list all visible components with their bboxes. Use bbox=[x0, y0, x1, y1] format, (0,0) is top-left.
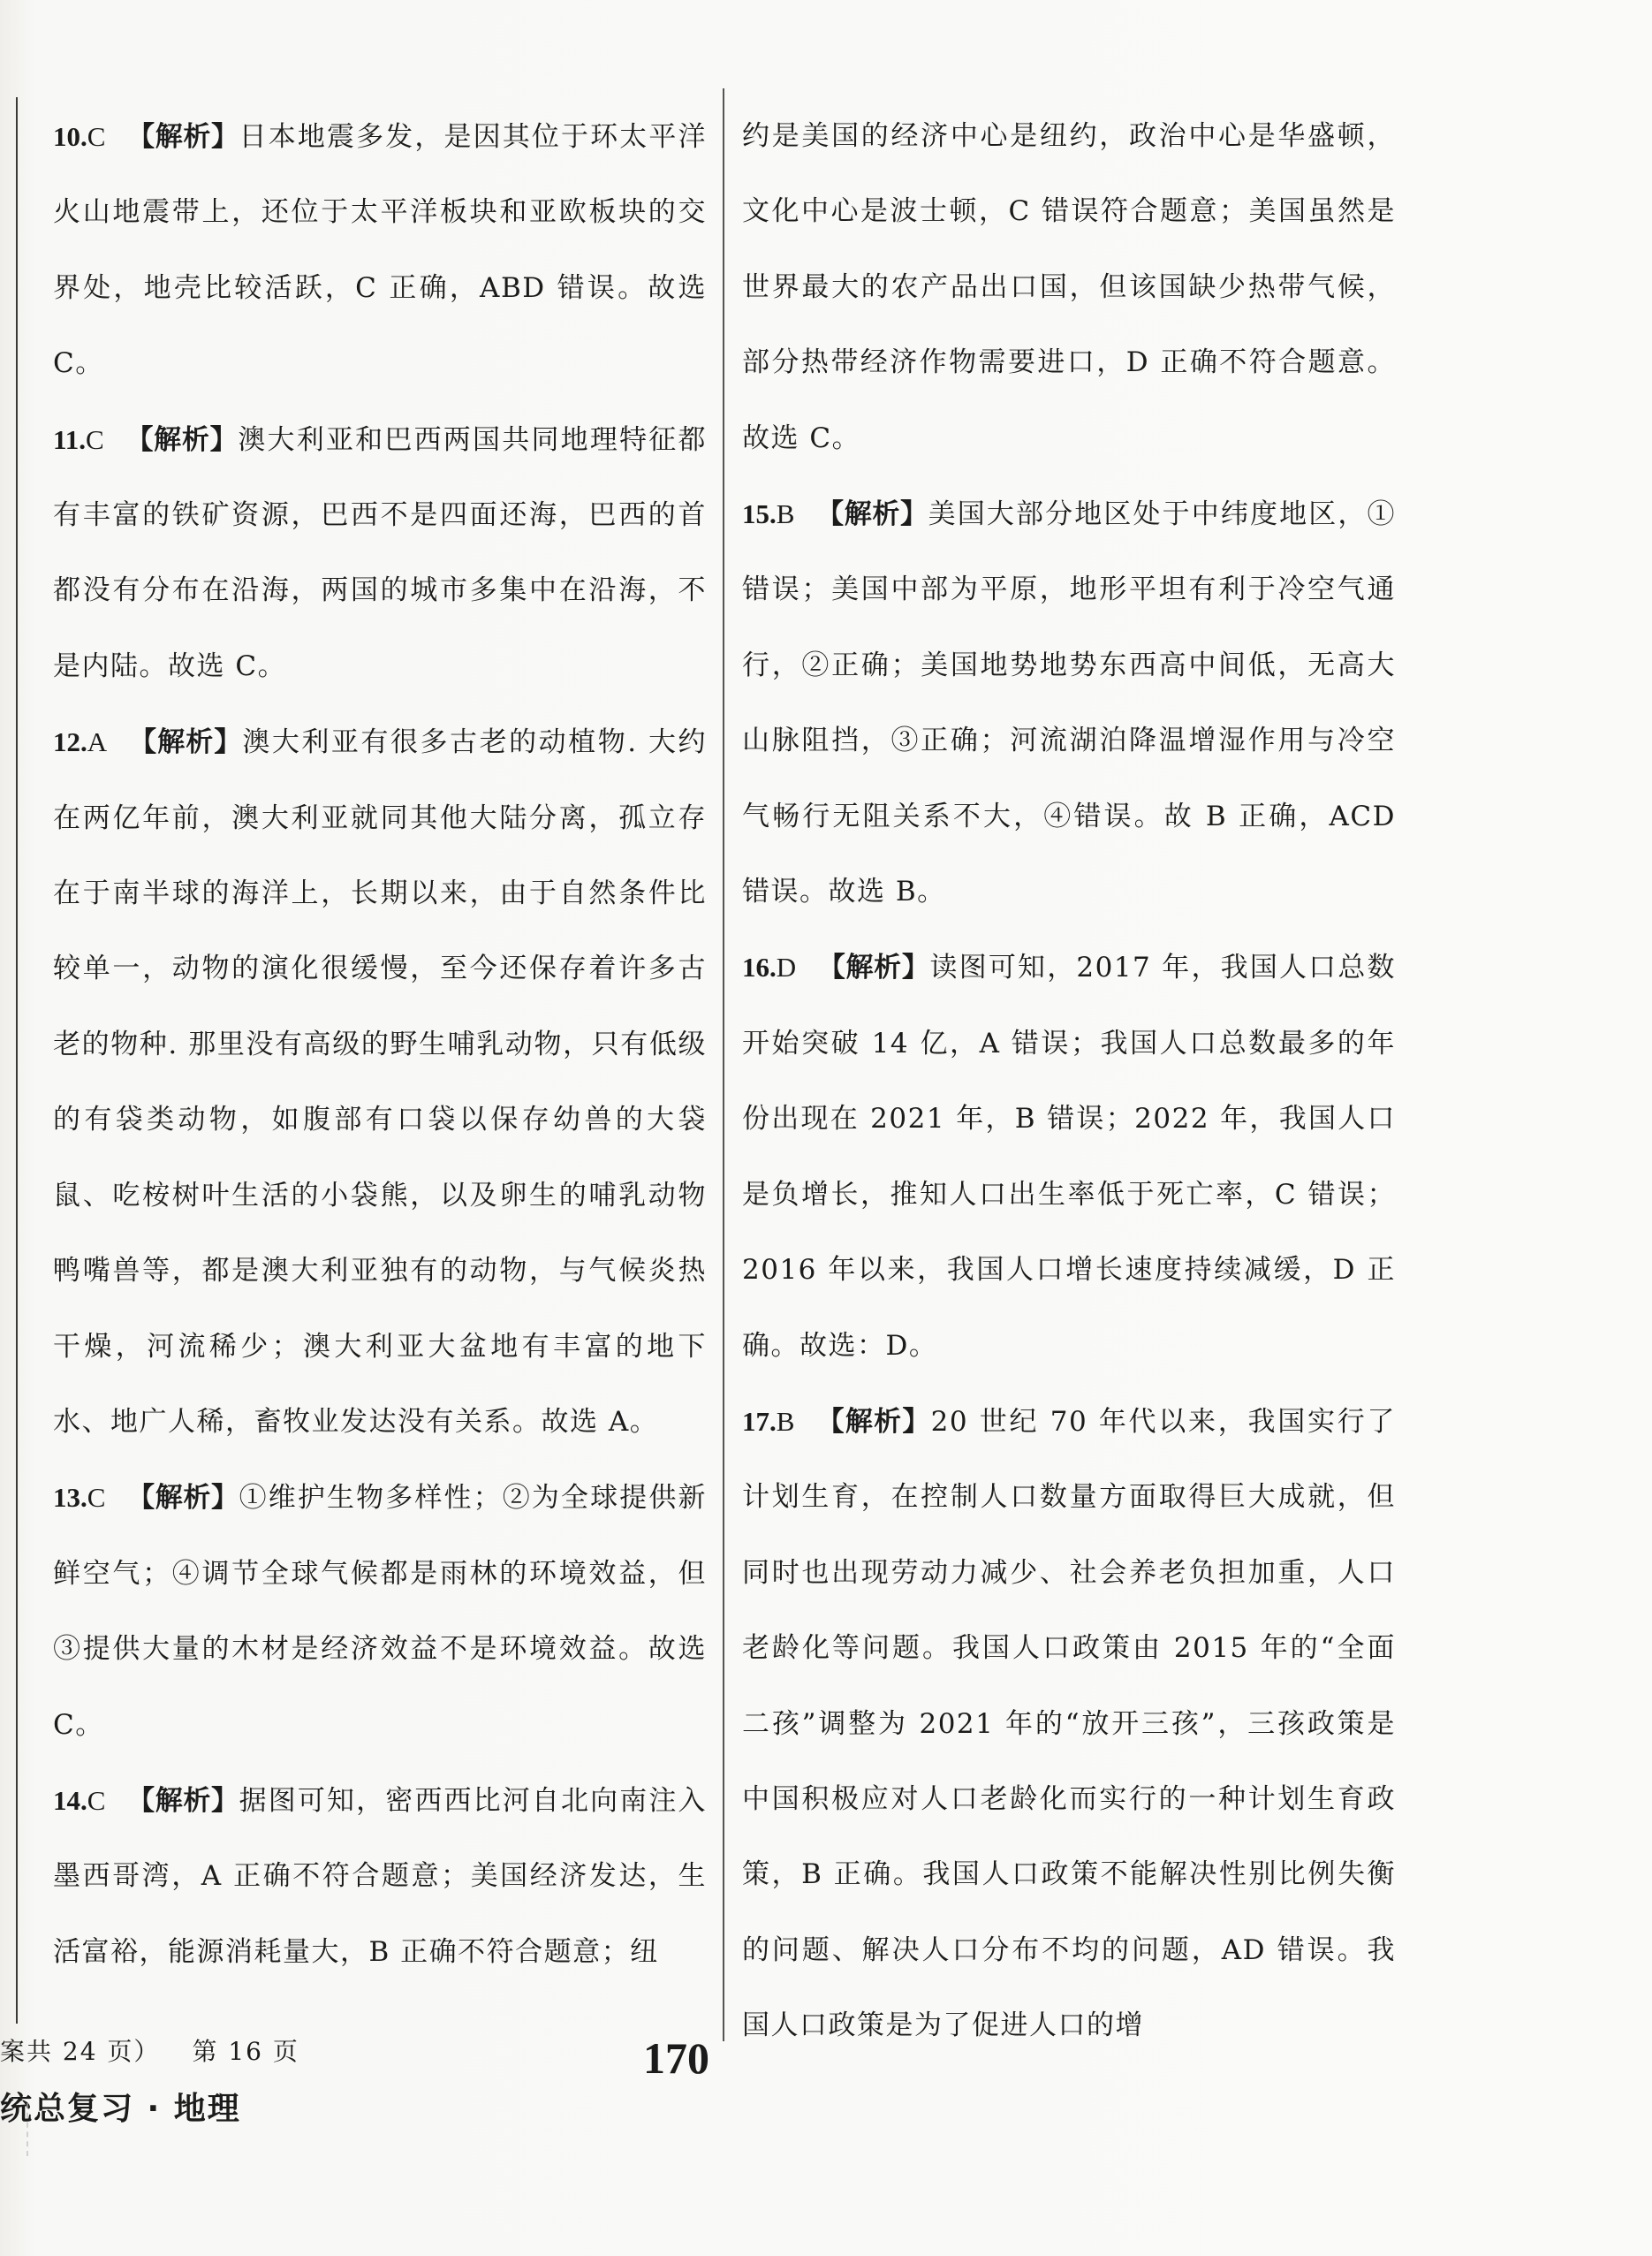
footer-page-info bbox=[0, 2032, 299, 2068]
answers-total: 案共 24 页） bbox=[0, 2037, 161, 2066]
column-divider bbox=[723, 88, 724, 2041]
answer-item: 17.B 【解析】20 世纪 70 年代以来，我国实行了计划生育，在控制人口数量方面取得巨大成就，但同时也出现劳动力减少、社会养老负担加重，人口老龄化等问题。我国人口政策由 2015 年的“全面二孩”调整为 2021 年的“放开三孩”，三孩政策是中国积极应对人口老龄化而实行的一种计划生育政策，B 正确。我国人口政策不能解决性别比例失衡的问题、解决人口分布不均的问题，AD 错误。我国人口政策是为了促进人口的增 bbox=[742, 1405, 1396, 2042]
answer-continuation: 约是美国的经济中心是纽约，政治中心是华盛顿，文化中心是波士顿，C 错误符合题意；美国虽然是世界最大的农产品出口国，但该国缺少热带气候，部分热带经济作物需要进口，D 正确不符合题意。故选 C。 bbox=[742, 120, 1396, 454]
stamp-mark bbox=[27, 2103, 64, 2156]
answer-item: 14.C 【解析】据图可知，密西西比河自北向南注入墨西哥湾，A 正确不符合题意；美国经济发达，生活富裕，能源消耗量大，B 正确不符合题意；纽 bbox=[53, 1784, 707, 1968]
series-title: 统总复习 · 地理 bbox=[0, 2091, 241, 2127]
page-number: 170 bbox=[643, 2033, 709, 2083]
answer-item: 16.D 【解析】读图可知，2017 年，我国人口总数开始突破 14 亿，A 错误；我国人口总数最多的年份出现在 2021 年，B 错误；2022 年，我国人口是负增长，推知人口出生率低于死亡率，C 错误；2016 年以来，我国人口增长速度持续减缓，D 正确。故选：D。 bbox=[742, 952, 1397, 1362]
answer-item: 10.C 【解析】日本地震多发，是因其位于环太平洋火山地震带上，还位于太平洋板块和亚欧板块的交界处，地壳比较活跃，C 正确，ABD 错误。故选 C。 bbox=[53, 121, 707, 380]
binding-margin-line bbox=[16, 97, 18, 2024]
right-column bbox=[742, 99, 1396, 2064]
answer-item: 12.A 【解析】澳大利亚有很多古老的动植物. 大约在两亿年前，澳大利亚就同其他大陆分离，孤立存在于南半球的海洋上，长期以来，由于自然条件比较单一，动物的演化很缓慢，至今还保存着许多古老的物种. 那里没有高级的野生哺乳动物，只有低级的有袋类动物，如腹部有口袋以保存幼兽的大袋鼠、吃桉树叶生活的小袋熊，以及卵生的哺乳动物鸭嘴兽等，都是澳大利亚独有的动物，与气候炎热干燥，河流稀少；澳大利亚大盆地有丰富的地下水、地广人稀，畜牧业发达没有关系。故选 A。 bbox=[53, 726, 707, 1438]
answer-item: 13.C 【解析】①维护生物多样性；②为全球提供新鲜空气；④调节全球气候都是雨林的环境效益，但③提供大量的木材是经济效益不是环境效益。故选 C。 bbox=[53, 1482, 707, 1741]
answer-item: 15.B 【解析】美国大部分地区处于中纬度地区，①错误；美国中部为平原，地形平坦有利于冷空气通行，②正确；美国地势地势东西高中间低，无高大山脉阻挡，③正确；河流湖泊降温增湿作用与冷空气畅行无阻关系不大，④错误。故 B 正确，ACD 错误。故选 B。 bbox=[742, 498, 1396, 908]
answer-item: 11.C 【解析】澳大利亚和巴西两国共同地理特征都有丰富的铁矿资源，巴西不是四面还海，巴西的首都没有分布在沿海，两国的城市多集中在沿海，不是内陆。故选 C。 bbox=[53, 423, 708, 682]
left-column bbox=[53, 99, 707, 1990]
answer-page-label: 第 16 页 bbox=[192, 2037, 299, 2066]
